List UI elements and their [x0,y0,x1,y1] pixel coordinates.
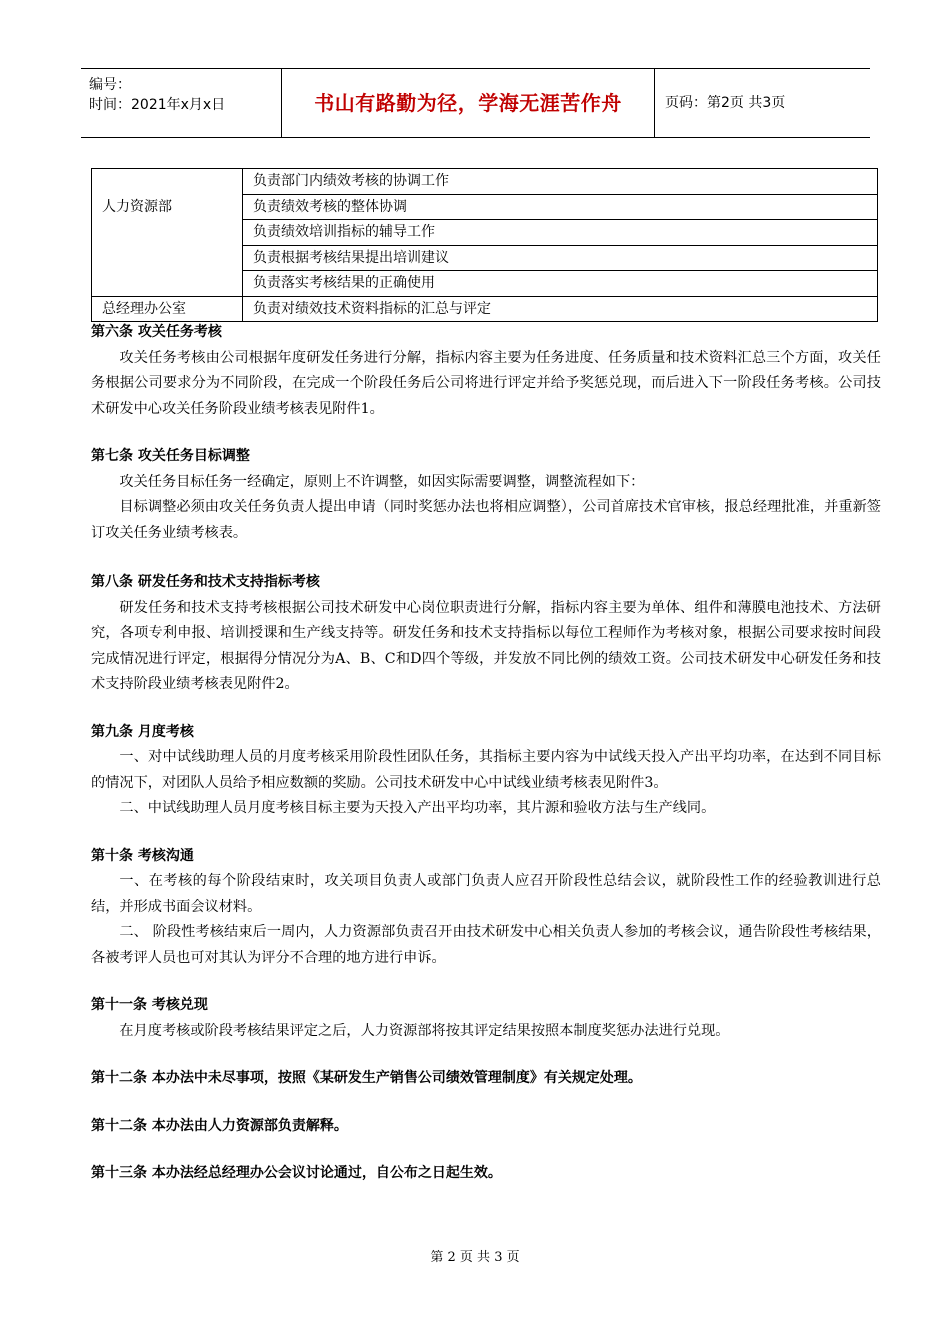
doc-code-label: 编号： [89,77,131,93]
section-title-8: 第八条 研发任务和技术支持指标考核 [91,574,320,590]
doc-time-label: 时间：2021年x月x日 [89,97,226,113]
section-7-paragraph-1: 攻关任务目标任务一经确定，原则上不许调整，如因实际需要调整，调整流程如下： [119,473,645,490]
section-7-paragraph-2: 目标调整必须由攻关任务负责人提出申请（同时奖惩办法也将相应调整），公司首席技术官审核，报总经理批准，并重新签订攻关任务业绩考核表。 [91,499,881,541]
section-9-paragraph-2: 二、中试线助理人员月度考核目标主要为天投入产出平均功率，其片源和验收方法与生产线同。 [119,800,716,816]
document-body [91,320,881,1187]
section-10-paragraph-1: 一、在考核的每个阶段结束时，攻关项目负责人或部门负责人应召开阶段性总结会议，就阶段性工作的经验教训进行总结，并形成书面会议材料。 [91,873,881,915]
section-title-7: 第七条 攻关任务目标调整 [91,448,250,464]
duty-table [91,168,878,322]
page-footer: 第 2 页 共 3 页 [430,1250,520,1265]
section-11-paragraph: 在月度考核或阶段考核结果评定之后，人力资源部将按其评定结果按照本制度奖惩办法进行兑现。 [119,1022,730,1039]
section-8-paragraph: 研发任务和技术支持考核根据公司技术研发中心岗位职责进行分解，指标内容主要为单体、组件和薄膜电池技术、方法研究，各项专利申报、培训授课和生产线支持等。研发任务和技术支持指标以每位工程师作为考核对象，根据公司要求按时间段完成情况进行评定，根据得分情况分为A、B、C和D四个等级，并发放不同比例的绩效工资。公司技术研发中心研发任务和技术支持阶段业绩考核表见附件2。 [91,599,881,692]
header-page-cell [655,69,870,137]
duty-cell: 负责落实考核结果的正确使用 [243,271,878,297]
section-9-paragraph-1: 一、对中试线助理人员的月度考核采用阶段性团队任务，其指标主要内容为中试线天投入产出平均功率，在达到不同目标的情况下，对团队人员给予相应数额的奖励。公司技术研发中心中试线业绩考核表见附件3。 [91,749,881,791]
section-title-11: 第十一条 考核兑现 [91,997,208,1013]
header-meta-cell [81,69,282,137]
page-header [81,68,870,138]
section-6-paragraph: 攻关任务考核由公司根据年度研发任务进行分解，指标内容主要为任务进度、任务质量和技术资料汇总三个方面，攻关任务根据公司要求分为不同阶段，在完成一个阶段任务后公司将进行评定并给予奖惩兑现，而后进入下一阶段任务考核。公司技术研发中心攻关任务阶段业绩考核表见附件1。 [91,349,881,417]
section-12b: 第十二条 本办法由人力资源部负责解释。 [91,1117,348,1134]
section-title-10: 第十条 考核沟通 [91,847,194,864]
table-row [92,169,878,195]
section-title-6: 第六条 攻关任务考核 [91,324,222,340]
duty-cell: 负责绩效考核的整体协调 [243,194,878,220]
table-row [92,296,878,322]
header-motto-cell [282,69,655,137]
duty-cell: 负责绩效培训指标的辅导工作 [243,220,878,246]
section-title-9: 第九条 月度考核 [91,723,194,740]
section-13: 第十三条 本办法经总经理办公会议讨论通过，自公布之日起生效。 [91,1165,502,1181]
duty-cell: 负责根据考核结果提出培训建议 [243,245,878,271]
duty-cell: 负责对绩效技术资料指标的汇总与评定 [243,296,878,322]
dept-cell-hr: 人力资源部 [92,169,243,297]
section-12a: 第十二条 本办法中未尽事项，按照《某研发生产销售公司绩效管理制度》有关规定处理。 [91,1070,642,1086]
dept-cell-gm-office: 总经理办公室 [92,296,243,322]
section-10-paragraph-2: 二、 阶段性考核结束后一周内，人力资源部负责召开由技术研发中心相关负责人参加的考核会议，通告阶段性考核结果，各被考评人员也可对其认为评分不合理的地方进行申诉。 [91,924,881,966]
duty-cell: 负责部门内绩效考核的协调工作 [243,169,878,195]
header-motto: 书山有路勤为径，学海无涯苦作舟 [314,91,622,115]
header-page-number: 页码：第2页 共3页 [665,95,786,111]
